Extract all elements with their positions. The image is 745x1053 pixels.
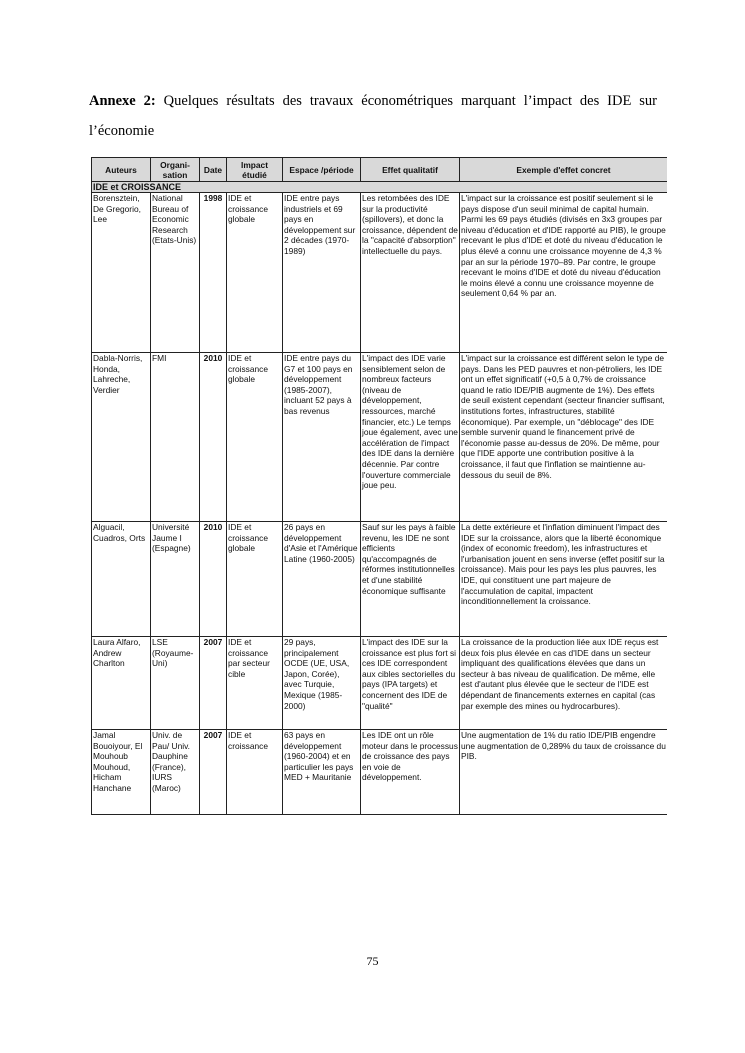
cell-effet: L'impact des IDE varie sensiblement selon de nombreux facteurs (niveau de développement, ressources, marché financier, etc.) Le temps joue également, avec une accélération de l'impact des IDE dans la dernière décennie. Par contre l'ouverture commerciale joue peu. <box>361 353 460 522</box>
cell-effet: L'impact des IDE sur la croissance est plus fort si ces IDE correspondent aux cibles sectorielles du pays (IPA targets) et concernent des IDE de "qualité" <box>361 637 460 730</box>
cell-date: 2007 <box>200 637 227 730</box>
table-header-row <box>92 158 668 182</box>
page-number: 75 <box>366 954 379 968</box>
cell-auteurs: Alguacil, Cuadros, Orts <box>92 522 151 637</box>
cell-organisation: FMI <box>151 353 200 522</box>
cell-date: 1998 <box>200 193 227 353</box>
cell-date: 2007 <box>200 730 227 815</box>
header-auteurs: Auteurs <box>92 158 151 182</box>
annex-heading <box>89 86 657 146</box>
results-table-image <box>91 157 667 817</box>
cell-auteurs: Jamal Bouoiyour, El Mouhoub Mouhoud, Hicham Hanchane <box>92 730 151 815</box>
cell-organisation: Univ. de Pau/ Univ. Dauphine (France), IURS (Maroc) <box>151 730 200 815</box>
cell-espace: 29 pays, principalement OCDE (UE, USA, Japon, Corée), avec Turquie, Mexique (1985-2000) <box>283 637 361 730</box>
cell-date: 2010 <box>200 522 227 637</box>
cell-impact: IDE et croissance globale <box>227 353 283 522</box>
cell-espace: IDE entre pays industriels et 69 pays en développement sur 2 décades (1970-1989) <box>283 193 361 353</box>
table-row <box>92 730 668 815</box>
cell-espace: 63 pays en développement (1960-2004) et en particulier les pays MED + Mauritanie <box>283 730 361 815</box>
header-organisation: Organi-sation <box>151 158 200 182</box>
cell-impact: IDE et croissance <box>227 730 283 815</box>
annex-label: Annexe 2: <box>89 93 156 109</box>
cell-effet: Sauf sur les pays à faible revenu, les IDE ne sont efficients qu'accompagnés de réformes institutionnelles et d'une stabilité économique suffisante <box>361 522 460 637</box>
cell-effet: Les retombées des IDE sur la productivité (spillovers), et donc la croissance, dépendent de la "capacité d'absorption" intellectuelle du pays. <box>361 193 460 353</box>
section-title: IDE et CROISSANCE <box>92 182 668 193</box>
header-impact: Impact étudié <box>227 158 283 182</box>
cell-auteurs: Dabla-Norris, Honda, Lahreche, Verdier <box>92 353 151 522</box>
cell-organisation: LSE (Royaume-Uni) <box>151 637 200 730</box>
section-row <box>92 182 668 193</box>
cell-exemple: La croissance de la production liée aux IDE reçus est deux fois plus élevée en cas d'IDE dans un secteur impliquant des qualifications élevées que dans un secteur à bas niveau de qualification. De même, elle est d'autant plus élevée que le secteur de l'IDE est dépendant de financements externes en capital (cas par exemple des mines ou hydrocarbures). <box>460 637 668 730</box>
header-date: Date <box>200 158 227 182</box>
cell-espace: IDE entre pays du G7 et 100 pays en développement (1985-2007), incluant 52 pays à bas revenus <box>283 353 361 522</box>
cell-exemple: L'impact sur la croissance est différent selon le type de pays. Dans les PED pauvres et non-pétroliers, les IDE ont un effet significatif (+0,5 à 0,7% de croissance quand le ratio IDE/PIB augmente de 1%). Des effets de seuil existent cependant (secteur financier suffisant, institutions fortes, infrastructures, stabilité économique). Par exemple, un "déblocage" des IDE semble survenir quand le financement privé de l'économie passe au-dessus de 20%. De même, pour que l'IDE apporte une contribution positive à la croissance, il faut que l'inflation se maintienne au-dessous du seuil de 8%. <box>460 353 668 522</box>
cell-impact: IDE et croissance par secteur cible <box>227 637 283 730</box>
cell-exemple: Une augmentation de 1% du ratio IDE/PIB engendre une augmentation de 0,289% du taux de croissance du PIB. <box>460 730 668 815</box>
cell-impact: IDE et croissance globale <box>227 522 283 637</box>
results-table <box>91 157 667 815</box>
cell-effet: Les IDE ont un rôle moteur dans le processus de croissance des pays en voie de développement. <box>361 730 460 815</box>
cell-organisation: National Bureau of Economic Research (Etats-Unis) <box>151 193 200 353</box>
cell-espace: 26 pays en développement d'Asie et l'Amérique Latine (1960-2005) <box>283 522 361 637</box>
cell-impact: IDE et croissance globale <box>227 193 283 353</box>
header-exemple: Exemple d'effet concret <box>460 158 668 182</box>
cell-auteurs: Borensztein, De Gregorio, Lee <box>92 193 151 353</box>
header-espace: Espace /période <box>283 158 361 182</box>
cell-exemple: L'impact sur la croissance est positif seulement si le pays dispose d'un seuil minimal de capital humain. Parmi les 69 pays étudiés (divisés en 3x3 groupes par niveau d'éducation et d'IDE rapporté au PIB), le groupe recevant le plus d'IDE et doté du niveau d'éducation le plus élevé a connu une croissance moyenne de 4,3 % par an sur la période 1970–89. Par contre, le groupe recevant le moins d'IDE et doté du niveau d'éducation le moins élevé a connu une croissance moyenne de seulement 0,64 % par an. <box>460 193 668 353</box>
header-effet-qualitatif: Effet qualitatif <box>361 158 460 182</box>
table-row <box>92 637 668 730</box>
table-row <box>92 193 668 353</box>
cell-exemple: La dette extérieure et l'inflation diminuent l'impact des IDE sur la croissance, alors que la liberté économique (index of economic freedom), les infrastructures et l'urbanisation jouent en sens inverse (effet positif sur la croissance). Mais pour les pays les plus pauvres, les IDE, qui constituent une part majeure de l'accumulation de capital, impactent inconditionnellement la croissance. <box>460 522 668 637</box>
cell-date: 2010 <box>200 353 227 522</box>
table-row <box>92 353 668 522</box>
table-row <box>92 522 668 637</box>
annex-title: Quelques résultats des travaux économétriques marquant l’impact des IDE sur l’économie <box>89 93 657 139</box>
cell-organisation: Université Jaume I (Espagne) <box>151 522 200 637</box>
cell-auteurs: Laura Alfaro, Andrew Charlton <box>92 637 151 730</box>
